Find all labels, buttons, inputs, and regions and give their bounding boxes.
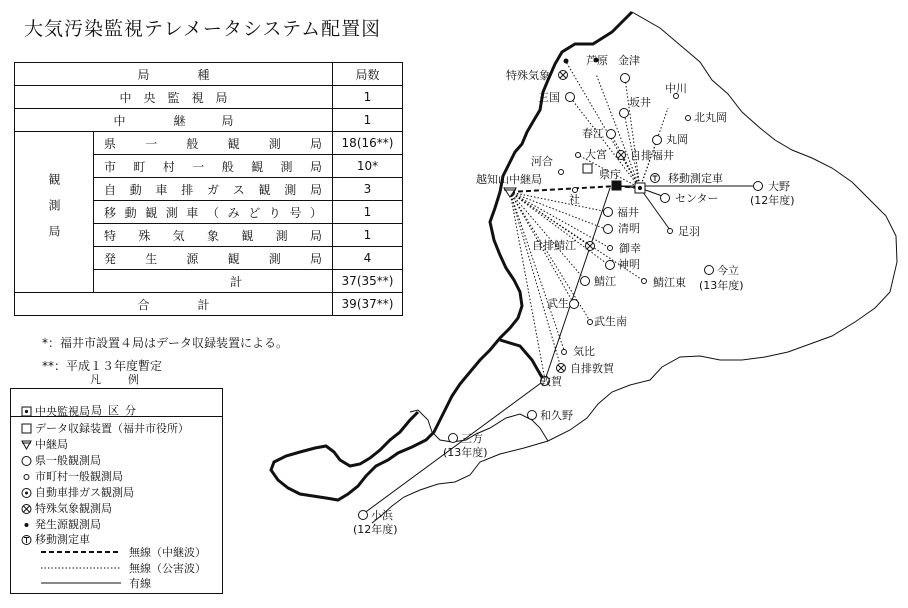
- legend-line-label: 無線（中継波）: [129, 546, 206, 559]
- row-name: 発生源観測局: [94, 247, 333, 270]
- municipal-station-icon: [588, 320, 593, 325]
- relay-count: 1: [333, 109, 403, 132]
- label-kehi: 気比: [573, 345, 595, 358]
- subtotal-label: 計: [94, 270, 333, 293]
- label-kiyoaki: 清明: [618, 222, 640, 235]
- label-yashiro: 社: [569, 193, 580, 206]
- prefecture-station-icon: [705, 266, 714, 275]
- label-sabae: 鯖江: [594, 275, 616, 288]
- label-mikata: 三方: [461, 432, 483, 445]
- total-label: 合 計: [15, 293, 333, 316]
- label-asuwa: 足羽: [678, 225, 700, 238]
- total-count: 39(37**): [333, 293, 403, 316]
- label-imadate: 今立: [717, 264, 739, 277]
- row-name: 特殊気象観測局: [94, 224, 333, 247]
- prefecture-station-icon: [528, 411, 537, 420]
- label-mikuni: 三国: [538, 91, 560, 104]
- label-tokushu: 特殊気象: [506, 69, 550, 82]
- label-kitamaruoka: 北丸岡: [694, 111, 727, 124]
- municipal-station-icon: [576, 153, 581, 158]
- municipal-station-icon: [642, 279, 647, 284]
- prefecture-station-icon: [566, 93, 575, 102]
- mobile-unit-icon: [651, 174, 660, 183]
- prefecture-station-icon: [621, 74, 630, 83]
- legend-label: 特殊気象観測局: [35, 502, 112, 515]
- label-nakagawa: 中川: [665, 82, 687, 95]
- prefecture-station-icon: [661, 194, 670, 203]
- label-fukui: 福井: [617, 206, 639, 219]
- prefecture-station-icon: [607, 130, 616, 139]
- municipal-station-icon: [573, 188, 578, 193]
- label-ono-year: (12年度): [750, 194, 795, 207]
- coastline: [271, 12, 632, 500]
- label-kencho: 県庁: [599, 168, 621, 181]
- legend-label: 移動測定車: [35, 533, 90, 546]
- label-maruoka: 丸岡: [666, 133, 688, 146]
- label-ashiwara: 芦原: [586, 54, 608, 67]
- legend-header: 局区分: [91, 404, 142, 417]
- emission-source-icon: [564, 59, 568, 63]
- header-type: 局 種: [15, 63, 333, 86]
- legend-line-label: 無線（公害波）: [129, 562, 206, 575]
- row-name: 移動観測車（みどり号）: [94, 201, 333, 224]
- central-monitoring-icon: [635, 183, 645, 193]
- note-1: *：福井市設置４局はデータ収録装置による。: [42, 336, 289, 350]
- label-takefuminami: 武生南: [594, 315, 627, 328]
- header-count: 局数: [333, 63, 403, 86]
- row-name: 県一般観測局: [94, 132, 333, 155]
- label-tsuruga: 敦賀: [540, 375, 562, 388]
- row-name: 自動車排ガス観測局: [94, 178, 333, 201]
- label-kanazu: 金津: [618, 54, 640, 67]
- note-2: **：平成１３年度暫定: [42, 359, 163, 373]
- row-count: 10*: [333, 155, 403, 178]
- label-takefu: 武生: [547, 297, 569, 310]
- row-name: 市町村一般観測局: [94, 155, 333, 178]
- prefecture-station-icon: [570, 300, 579, 309]
- subtotal-count: 37(35**): [333, 270, 403, 293]
- prefecture-station-icon: [604, 208, 613, 217]
- label-sabaehigashi: 鯖江東: [653, 276, 686, 289]
- label-sakai: 坂井: [629, 96, 651, 109]
- label-imadate-year: (13年度): [699, 279, 744, 292]
- central-count: 1: [333, 86, 403, 109]
- prefecture-station-icon: [449, 434, 458, 443]
- category-text: 観測局: [47, 173, 61, 251]
- legend-label: 中継局: [35, 438, 68, 451]
- legend-label: 市町村一般観測局: [35, 470, 123, 483]
- municipal-station-icon: [559, 170, 564, 175]
- legend-title: 凡 例: [90, 373, 147, 386]
- special-weather-icon: [617, 151, 626, 160]
- legend-label: 自動車排ガス観測局: [35, 486, 134, 499]
- label-harue: 春江: [582, 127, 604, 140]
- municipal-station-icon: [668, 229, 673, 234]
- label-omiya: 大宮: [585, 148, 607, 161]
- label-mikata-year: (13年度): [443, 446, 488, 459]
- label-ono: 大野: [768, 180, 790, 193]
- label-wakuno: 和久野: [540, 409, 573, 422]
- prefecture-station-icon: [606, 261, 615, 270]
- special-weather-icon: [586, 242, 595, 251]
- label-gokou: 御幸: [619, 242, 641, 255]
- label-kawai: 河合: [531, 155, 553, 168]
- row-count: 3: [333, 178, 403, 201]
- prefecture-station-icon: [359, 511, 368, 520]
- label-koshi: 越知山中継局: [476, 173, 542, 186]
- prefecture-station-icon: [754, 182, 763, 191]
- label-jihai-tsuruga: 自排敦賀: [570, 362, 614, 375]
- label-jihai-fukui: 自排福井: [630, 149, 674, 162]
- special-weather-icon: [557, 364, 566, 373]
- prefecture-station-icon: [620, 109, 629, 118]
- legend-label: 県一般観測局: [35, 454, 101, 467]
- label-mobile: 移動測定車: [668, 172, 723, 185]
- label-obama: 小浜: [371, 509, 393, 522]
- prefecture-station-icon: [604, 225, 613, 234]
- label-jihai-sabae: 自排鯖江: [532, 239, 576, 252]
- legend-label: データ収録装置（福井市役所）: [35, 422, 189, 435]
- row-count: 4: [333, 247, 403, 270]
- label-obama-year: (12年度): [353, 523, 398, 536]
- row-count: 18(16**): [333, 132, 403, 155]
- special-weather-icon: [559, 71, 568, 80]
- data-recorder-icon: [583, 164, 592, 173]
- label-shinmei: 神明: [618, 258, 640, 271]
- municipal-station-icon: [608, 246, 613, 251]
- label-center: センター: [675, 192, 719, 205]
- legend-line-label: 有線: [129, 577, 151, 590]
- municipal-station-icon: [686, 116, 691, 121]
- central-name: 中 央 監 視 局: [15, 86, 333, 109]
- kencho-icon: [612, 181, 621, 190]
- page-title: 大気汚染監視テレメータシステム配置図: [24, 18, 382, 40]
- relay-name: 中 継 局: [15, 109, 333, 132]
- row-count: 1: [333, 201, 403, 224]
- legend-label: 発生源観測局: [35, 518, 101, 531]
- legend-label: 中央監視局: [35, 405, 90, 418]
- row-count: 1: [333, 224, 403, 247]
- municipal-station-icon: [562, 350, 567, 355]
- prefecture-station-icon: [653, 136, 662, 145]
- prefecture-station-icon: [581, 277, 590, 286]
